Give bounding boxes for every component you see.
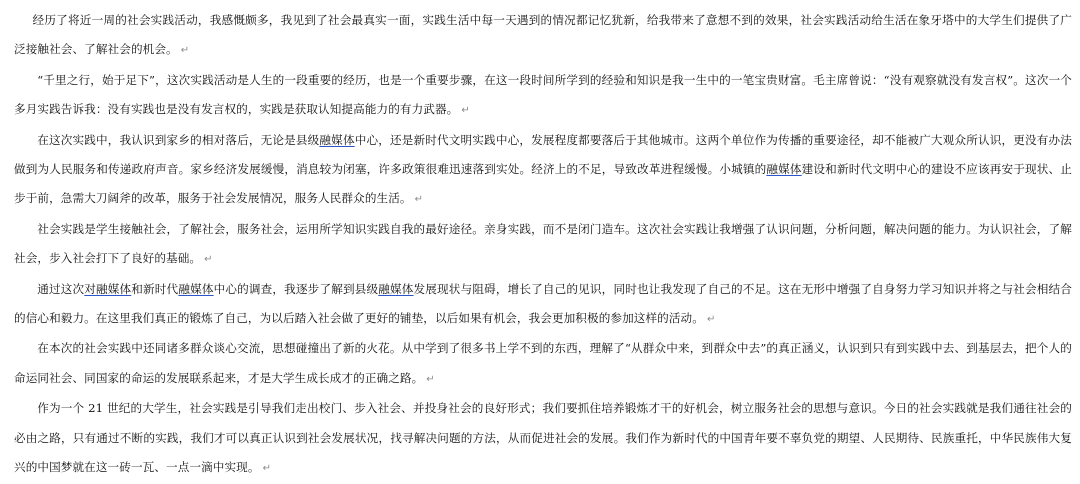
paragraph-6[interactable] xyxy=(14,334,1072,394)
text-segment: 经历了将近一周的社会实践活动，我感慨颇多，我见到了社会最真实一面，实践生活中每一天遇到的情况都记忆犹新，给我带来了意想不到的效果，社会实践活动给生活在象牙塔中的大学生们提供了广泛接触社会、了解社会的机会。 xyxy=(14,13,1072,57)
text-segment: 在这次实践中，我认识到家乡的相对落后，无论是县级 xyxy=(37,132,320,147)
underlined-term: 融媒体 xyxy=(319,132,355,147)
paragraph-mark-icon: ↵ xyxy=(204,254,213,266)
text-segment: 和新时代 xyxy=(131,281,179,296)
paragraph-mark-icon: ↵ xyxy=(706,314,716,326)
paragraph-mark-icon: ↵ xyxy=(180,45,190,57)
text-segment: 建设和新时代文明中心的建设不应该再安于现状、止步于前，急需大刀阔斧的改革，服务于社会发展情况，服务人民群众的生活。 xyxy=(14,162,1072,206)
underlined-term: 融媒体 xyxy=(378,281,414,296)
paragraph-mark-icon: ↵ xyxy=(262,463,272,475)
text-segment: 中心，还是新时代文明实践中心，发展程度都要落后于其他城市。这两个单位作为传播的重要途径，却不能被广大观众所认识，更没有办法做到为人民服务和传递政府声音。家乡经济发展缓慢，消息较为闭塞，许多政策很难迅速落到实处。经济上的不足，导致改革进程缓慢。小城镇的 xyxy=(14,132,1072,177)
paragraph-mark-icon: ↵ xyxy=(461,105,470,117)
underlined-term: 融媒体 xyxy=(178,281,214,296)
text-segment: 在本次的社会实践中还同诸多群众谈心交流，思想碰撞出了新的火花。从中学到了很多书上学不到的东西，理解了“从群众中来，到群众中去”的真正涵义，认识到只有到实践中去、到基层去，把个人的命运同社会、同国家的命运的发展联系起来，才是大学生成长成才的正确之路。 xyxy=(14,341,1072,385)
text-segment: 发展现状与阻碍，增长了自己的见识，同时也让我发现了自己的不足。这在无形中增强了自身努力学习知识并将之与社会相结合的信心和毅力。在这里我们真正的锻炼了自己，为以后踏入社会做了更好的铺垫，以后如果有机会，我会更加积极的参加这样的活动。 xyxy=(14,281,1072,326)
text-segment: 作为一个 21 世纪的大学生，社会实践是引导我们走出校门、步入社会、并投身社会的良好形式；我们要抓住培养锻炼才干的好机会，树立服务社会的思想与意识。今日的社会实践就是我们通往社会的必由之路，只有通过不断的实践，我们才可以真正认识到社会发展状况，找寻解决问题的方法，从而促进社会的发展。我们作为新时代的中国青年要不辜负党的期望、人民期待、民族重托，中华民族伟大复兴的中国梦就在这一砖一瓦、一点一滴中实现。 xyxy=(14,401,1072,475)
paragraph-mark-icon: ↵ xyxy=(414,194,424,206)
underlined-term: 对融媒体 xyxy=(84,281,132,296)
paragraph-2[interactable] xyxy=(14,66,1072,126)
text-segment: 中心的调查，我逐步了解到县级 xyxy=(213,281,379,296)
text-segment: 社会实践是学生接触社会，了解社会，服务社会，运用所学知识实践自我的最好途径。亲身实践，而不是闭门造车。这次社会实践让我增强了认识问题，分析问题，解决问题的能力。为认识社会，了解社会，步入社会打下了良好的基础。 xyxy=(14,221,1072,266)
text-segment: 通过这次 xyxy=(37,281,85,296)
paragraph-4[interactable] xyxy=(14,215,1072,275)
paragraph-1[interactable] xyxy=(14,6,1072,66)
paragraph-5[interactable] xyxy=(14,275,1072,335)
document-page xyxy=(14,6,1072,484)
underlined-term: 融媒体 xyxy=(766,162,802,177)
text-segment: “千里之行，始于足下”，这次实践活动是人生的一段重要的经历，也是一个重要步骤，在这一段时间所学到的经验和知识是我一生中的一笔宝贵财富。毛主席曾说：“没有观察就没有发言权”。这次一个多月实践告诉我：没有实践也是没有发言权的，实践是获取认知提高能力的有力武器。 xyxy=(14,72,1072,117)
paragraph-7[interactable] xyxy=(14,394,1072,483)
paragraph-3[interactable] xyxy=(14,126,1072,215)
paragraph-mark-icon: ↵ xyxy=(426,373,435,385)
